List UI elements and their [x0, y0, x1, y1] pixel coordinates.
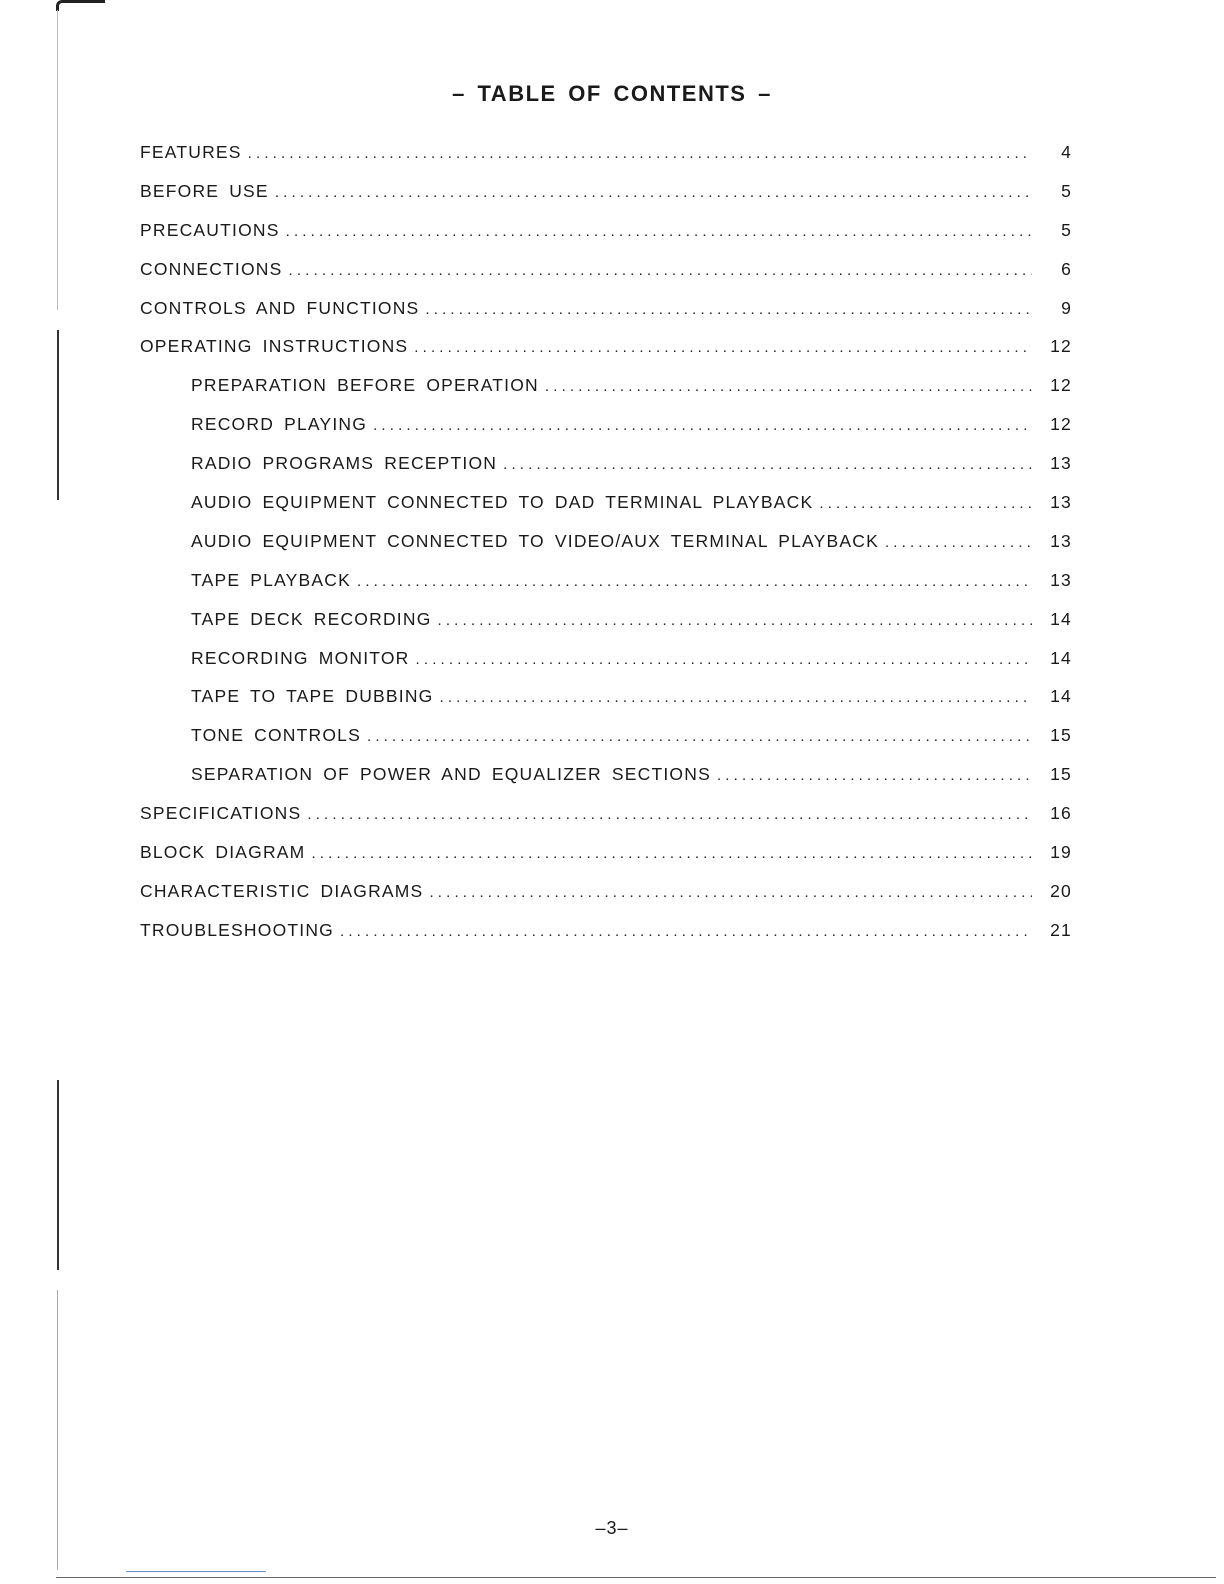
toc-entry-label: BLOCK DIAGRAM — [140, 842, 306, 863]
scan-edge — [57, 10, 58, 310]
toc-entry-page: 9 — [1061, 297, 1072, 318]
toc-dot-leader — [275, 184, 1032, 201]
scan-corner-mark — [56, 0, 105, 11]
toc-entry-label: AUDIO EQUIPMENT CONNECTED TO VIDEO/AUX TERMINAL PLAYBACK — [191, 530, 879, 551]
toc-entry[interactable] — [140, 181, 1072, 220]
page-number: –3– — [595, 1518, 629, 1538]
toc-entry-page: 15 — [1050, 725, 1072, 746]
toc-entry-label: BEFORE USE — [140, 180, 269, 201]
toc-entry-label: RECORDING MONITOR — [191, 647, 410, 668]
toc-entry[interactable] — [140, 531, 1072, 570]
toc-dot-leader — [367, 728, 1032, 745]
toc-entry[interactable] — [140, 686, 1072, 725]
toc-entry-label: OPERATING INSTRUCTIONS — [140, 336, 409, 357]
toc-entry[interactable] — [140, 842, 1072, 881]
toc-dot-leader — [717, 767, 1032, 784]
toc-entry-page: 15 — [1050, 764, 1072, 785]
toc-dot-leader — [416, 651, 1032, 668]
toc-entry-label: RADIO PROGRAMS RECEPTION — [191, 453, 498, 474]
toc-entry-page: 12 — [1050, 414, 1072, 435]
toc-entry-page: 5 — [1061, 219, 1072, 240]
toc-entry[interactable] — [140, 492, 1072, 531]
toc-dot-leader — [545, 378, 1032, 395]
toc-entry-page: 13 — [1050, 530, 1072, 551]
toc-entry-label: TROUBLESHOOTING — [140, 919, 334, 940]
toc-entry-page: 14 — [1050, 686, 1072, 707]
toc-dot-leader — [286, 223, 1032, 240]
toc-entry[interactable] — [140, 609, 1072, 648]
toc-entry-label: TAPE DECK RECORDING — [191, 608, 432, 629]
scan-edge — [57, 330, 59, 500]
toc-entry-page: 13 — [1050, 569, 1072, 590]
toc-dot-leader — [311, 845, 1032, 862]
toc-dot-leader — [429, 884, 1032, 901]
toc-entry-label: FEATURES — [140, 142, 242, 162]
toc-entry[interactable] — [140, 414, 1072, 453]
toc-dot-leader — [357, 573, 1032, 590]
toc-entry-page: 12 — [1050, 375, 1072, 396]
scan-bottom-mark — [126, 1571, 266, 1572]
toc-dot-leader — [340, 923, 1032, 940]
toc-entry[interactable] — [140, 220, 1072, 259]
toc-dot-leader — [373, 417, 1032, 434]
scan-bottom-edge — [56, 1577, 1216, 1578]
toc-dot-leader — [440, 689, 1033, 706]
toc-dot-leader — [819, 495, 1032, 512]
toc-entry-page: 19 — [1050, 842, 1072, 863]
toc-entry-label: CONTROLS AND FUNCTIONS — [140, 297, 420, 318]
toc-dot-leader — [885, 534, 1032, 551]
toc-entry[interactable] — [140, 570, 1072, 609]
toc-entry-label: TONE CONTROLS — [191, 725, 361, 746]
toc-entry-page: 14 — [1050, 647, 1072, 668]
toc-entry[interactable] — [140, 764, 1072, 803]
toc-entry-page: 6 — [1061, 258, 1072, 279]
toc-entry-label: SEPARATION OF POWER AND EQUALIZER SECTIONS — [191, 764, 711, 785]
toc-entry-label: CONNECTIONS — [140, 258, 283, 279]
toc-dot-leader — [307, 806, 1032, 823]
toc-entry-label: TAPE TO TAPE DUBBING — [191, 686, 434, 707]
page-title: – TABLE OF CONTENTS – — [452, 80, 772, 106]
table-of-contents — [140, 142, 1072, 959]
toc-entry-label: TAPE PLAYBACK — [191, 569, 351, 590]
toc-entry[interactable] — [140, 881, 1072, 920]
toc-entry-page: 12 — [1050, 336, 1072, 357]
toc-entry-label: SPECIFICATIONS — [140, 803, 302, 824]
toc-entry-page: 13 — [1050, 453, 1072, 474]
toc-entry[interactable] — [140, 648, 1072, 687]
toc-entry-label: PREPARATION BEFORE OPERATION — [191, 375, 539, 396]
toc-entry-label: AUDIO EQUIPMENT CONNECTED TO DAD TERMINAL PLAYBACK — [191, 492, 814, 513]
toc-entry[interactable] — [140, 453, 1072, 492]
toc-entry-page: 5 — [1061, 180, 1072, 201]
toc-entry[interactable] — [140, 142, 1072, 181]
toc-dot-leader — [414, 339, 1032, 356]
toc-entry-label: RECORD PLAYING — [191, 414, 368, 435]
toc-entry-page: 4 — [1061, 142, 1072, 162]
toc-entry[interactable] — [140, 920, 1072, 959]
toc-entry-page: 13 — [1050, 492, 1072, 513]
toc-dot-leader — [503, 456, 1032, 473]
toc-entry-label: CHARACTERISTIC DIAGRAMS — [140, 880, 424, 901]
toc-entry[interactable] — [140, 298, 1072, 337]
toc-entry[interactable] — [140, 725, 1072, 764]
toc-entry[interactable] — [140, 336, 1072, 375]
toc-dot-leader — [248, 145, 1032, 162]
toc-entry[interactable] — [140, 259, 1072, 298]
toc-entry-page: 21 — [1050, 919, 1072, 940]
toc-dot-leader — [438, 612, 1032, 629]
toc-entry-page: 14 — [1050, 608, 1072, 629]
toc-entry-label: PRECAUTIONS — [140, 219, 280, 240]
toc-entry[interactable] — [140, 375, 1072, 414]
toc-entry-page: 16 — [1050, 803, 1072, 824]
toc-entry-page: 20 — [1050, 880, 1072, 901]
toc-dot-leader — [425, 301, 1032, 318]
toc-entry[interactable] — [140, 803, 1072, 842]
scan-edge — [57, 1080, 59, 1270]
toc-dot-leader — [289, 262, 1032, 279]
